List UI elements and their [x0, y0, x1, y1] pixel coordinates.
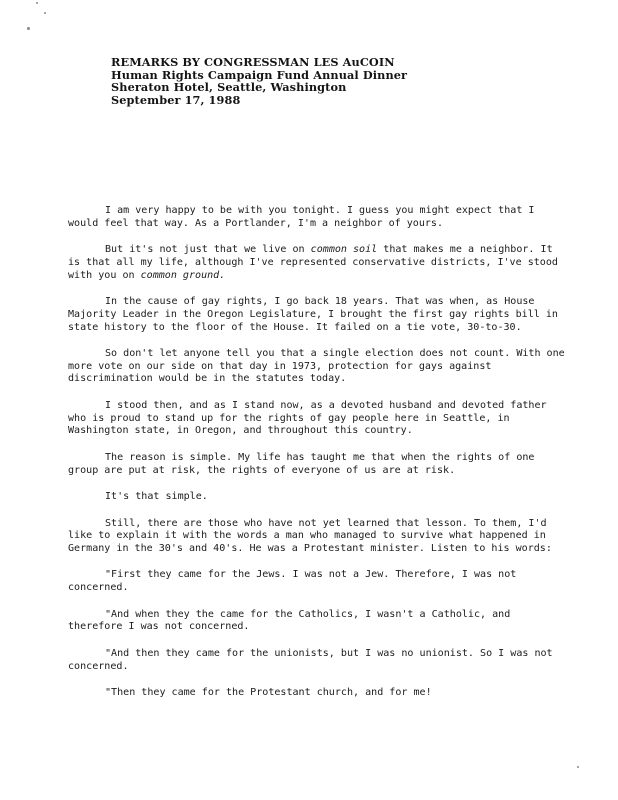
quote-paragraph: "First they came for the Jews. I was not a Jew. Therefore, I was not concerned. — [68, 569, 517, 594]
header-event: Human Rights Campaign Fund Annual Dinner — [111, 67, 408, 82]
paragraph: I stood then, and as I stand now, as a devoted husband and devoted father who is proud to stand up for the rights of gay people here in Seattle, in Washington state, in Oregon, and throughout this country. — [68, 399, 547, 437]
emphasis-text: common soil — [310, 244, 378, 256]
header-title: REMARKS BY CONGRESSMAN LES AuCOIN — [111, 55, 395, 69]
header-location: Sheraton Hotel, Seattle, Washington — [111, 80, 347, 95]
paragraph — [68, 244, 568, 282]
scan-speck — [36, 2, 38, 4]
quote-paragraph: "Then they came for the Protestant church, and for me! — [105, 687, 432, 699]
quote-paragraph: "And then they came for the unionists, but I was no unionist. So I was not concerned. — [68, 647, 553, 672]
scan-speck — [44, 12, 46, 14]
paragraph: The reason is simple. My life has taught me that when the rights of one group are put at risk, the rights of everyone of us are at risk. — [68, 451, 535, 476]
scan-speck — [577, 766, 579, 768]
paragraph: Still, there are those who have not yet learned that lesson. To them, I'd like to explain it with the words a man who managed to survive what happened in Germany in the 30's and 40's. He was a Protestant minister. Listen to his words: — [68, 517, 552, 554]
document-header — [111, 56, 407, 106]
paragraph: It's that simple. — [105, 491, 208, 503]
paragraph: I am very happy to be with you tonight. I guess you might expect that I would feel that way. As a Portlander, I'm a neighbor of yours. — [68, 205, 535, 229]
paragraph-text: that makes me a neighbor. It is that all my life, although I've represented conservative districts, I've stood with you on — [68, 244, 558, 281]
paragraph-text: But it's not just that we live on — [105, 244, 311, 256]
emphasis-text: common ground. — [140, 269, 226, 281]
quote-paragraph: "And when they the came for the Catholics, I wasn't a Catholic, and therefore I was not concerned. — [68, 608, 511, 633]
scan-speck — [27, 27, 30, 30]
header-date: September 17, 1988 — [111, 92, 241, 107]
paragraph: So don't let anyone tell you that a single election does not count. With one more vote on our side on that day in 1973, protection for gays against discrimination would be in the statutes today. — [68, 348, 565, 385]
speech-body — [68, 205, 568, 714]
paragraph: In the cause of gay rights, I go back 18 years. That was when, as House Majority Leader in the Oregon Legislature, I brought the first gay rights bill in state history to the floor of the House. It failed on a tie vote, 30-to-30. — [68, 296, 558, 333]
